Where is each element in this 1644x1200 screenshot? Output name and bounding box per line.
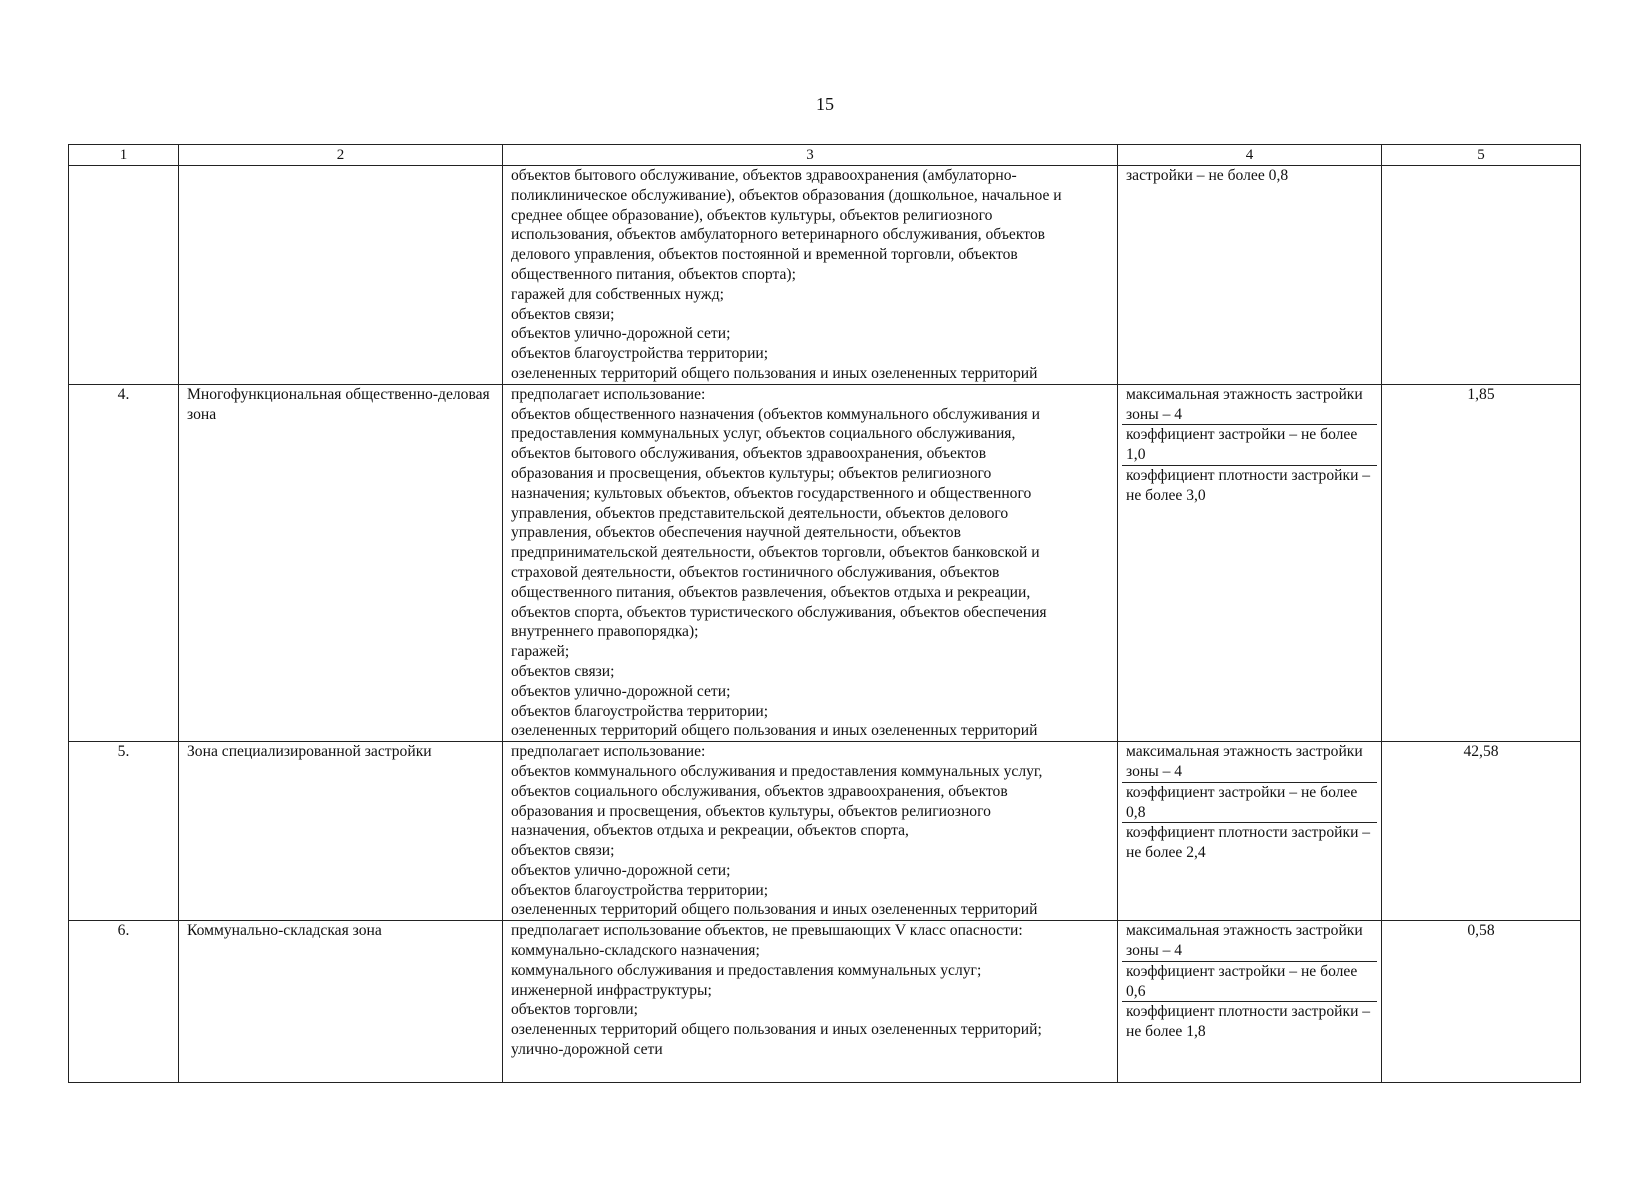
usage-line: предоставления коммунальных услуг, объектов социального обслуживания, (511, 425, 1016, 443)
usage-line: общественного питания, объектов развлечения, объектов отдыха и рекреации, (511, 583, 1031, 601)
parameter-item: коэффициент плотности застройки – не более 1,8 (1126, 1003, 1371, 1041)
parameter-item: коэффициент плотности застройки – не более 3,0 (1126, 466, 1371, 504)
usage-cell (503, 742, 1118, 921)
parameters-cell (1118, 742, 1382, 921)
table-row (69, 742, 1581, 921)
parameter-item: максимальная этажность застройки зоны – 4 (1122, 921, 1377, 962)
zone-name-cell: Многофункциональная общественно-деловая зона (179, 384, 503, 741)
usage-line: озелененных территорий общего пользования и иных озелененных территорий (511, 722, 1038, 740)
usage-line: среднее общее образование), объектов культуры, объектов религиозного (511, 206, 993, 224)
usage-line: объектов общественного назначения (объектов коммунального обслуживания и (511, 405, 1040, 423)
usage-line: озелененных территорий общего пользования и иных озелененных территорий; (511, 1021, 1042, 1039)
row-number-cell (69, 166, 179, 385)
usage-line: объектов связи; (511, 842, 615, 860)
usage-line: страховой деятельности, объектов гостиничного обслуживания, объектов (511, 563, 1000, 581)
area-cell: 0,58 (1382, 921, 1581, 1083)
zone-name-cell: Коммунально-складская зона (179, 921, 503, 1083)
usage-line: предполагает использование объектов, не превышающих V класс опасности: (511, 922, 1023, 940)
usage-line: управления, объектов представительской деятельности, объектов делового (511, 504, 1009, 522)
table-row (69, 384, 1581, 741)
table-row (69, 921, 1581, 1083)
usage-line: объектов благоустройства территории; (511, 702, 769, 720)
parameter-item: коэффициент застройки – не более 1,0 (1122, 425, 1377, 466)
usage-line: объектов торговли; (511, 1001, 638, 1019)
usage-line: объектов улично-дорожной сети; (511, 325, 731, 343)
usage-line: объектов бытового обслуживание, объектов здравоохранения (амбулаторно- (511, 167, 1017, 184)
parameters-cell (1118, 166, 1382, 385)
zone-name-cell (179, 166, 503, 385)
table-header-row (69, 145, 1581, 166)
usage-line: образования и просвещения, объектов культуры; объектов религиозного (511, 464, 992, 482)
usage-line: объектов благоустройства территории; (511, 881, 769, 899)
usage-line: инженерной инфраструктуры; (511, 981, 712, 999)
table-row (69, 166, 1581, 385)
usage-line: объектов улично-дорожной сети; (511, 861, 731, 879)
usage-line: поликлиническое обслуживание), объектов образования (дошкольное, начальное и (511, 186, 1062, 204)
usage-line: объектов связи; (511, 662, 615, 680)
usage-line: предпринимательской деятельности, объектов торговли, объектов банковской и (511, 544, 1040, 562)
usage-cell (503, 921, 1118, 1083)
parameter-item: коэффициент плотности застройки – не более 2,4 (1126, 824, 1371, 862)
usage-line: объектов бытового обслуживания, объектов здравоохранения, объектов (511, 445, 987, 463)
usage-line: коммунально-складского назначения; (511, 942, 760, 960)
area-cell: 42,58 (1382, 742, 1581, 921)
column-number-1: 1 (69, 145, 179, 166)
usage-line: объектов благоустройства территории; (511, 345, 769, 363)
usage-line: улично-дорожной сети (511, 1041, 663, 1059)
row-number-cell: 6. (69, 921, 179, 1083)
column-number-5: 5 (1382, 145, 1581, 166)
usage-line: делового управления, объектов постоянной и временной торговли, объектов (511, 246, 1018, 264)
usage-line: объектов социального обслуживания, объектов здравоохранения, объектов (511, 782, 1008, 800)
column-number-3: 3 (503, 145, 1118, 166)
usage-line: озелененных территорий общего пользования и иных озелененных территорий (511, 901, 1038, 919)
usage-line: гаражей; (511, 643, 570, 661)
parameter-item: максимальная этажность застройки зоны – 4 (1122, 385, 1377, 426)
parameter-item: коэффициент застройки – не более 0,6 (1122, 962, 1377, 1003)
parameter-item: коэффициент застройки – не более 0,8 (1122, 783, 1377, 824)
parameter-item: максимальная этажность застройки зоны – 4 (1122, 742, 1377, 783)
usage-line: предполагает использование: (511, 743, 706, 761)
usage-cell (503, 384, 1118, 741)
parameters-cell (1118, 921, 1382, 1083)
parameter-item: застройки – не более 0,8 (1126, 167, 1289, 184)
table-body (69, 166, 1581, 1083)
usage-line: образования и просвещения, объектов культуры, объектов религиозного (511, 802, 991, 820)
usage-line: назначения; культовых объектов, объектов государственного и общественного (511, 484, 1032, 502)
usage-line: объектов улично-дорожной сети; (511, 682, 731, 700)
usage-line: гаражей для собственных нужд; (511, 285, 724, 303)
column-number-2: 2 (179, 145, 503, 166)
usage-line: коммунального обслуживания и предоставления коммунальных услуг; (511, 961, 982, 979)
usage-line: озелененных территорий общего пользования и иных озелененных территорий (511, 364, 1038, 382)
usage-line: внутреннего правопорядка); (511, 623, 699, 641)
usage-line: предполагает использование: (511, 385, 706, 403)
parameters-cell (1118, 384, 1382, 741)
usage-line: использования, объектов амбулаторного ветеринарного обслуживания, объектов (511, 226, 1045, 244)
zone-name-cell: Зона специализированной застройки (179, 742, 503, 921)
usage-line: объектов связи; (511, 305, 615, 323)
row-number-cell: 4. (69, 384, 179, 741)
usage-line: объектов спорта, объектов туристического обслуживания, объектов обеспечения (511, 603, 1047, 621)
usage-line: общественного питания, объектов спорта); (511, 265, 796, 283)
row-number-cell: 5. (69, 742, 179, 921)
usage-line: объектов коммунального обслуживания и предоставления коммунальных услуг, (511, 762, 1043, 780)
page-number: 15 (816, 94, 834, 114)
column-number-4: 4 (1118, 145, 1382, 166)
usage-cell (503, 166, 1118, 385)
area-cell: 1,85 (1382, 384, 1581, 741)
usage-line: назначения, объектов отдыха и рекреации, объектов спорта, (511, 822, 909, 840)
area-cell (1382, 166, 1581, 385)
usage-line: управления, объектов обеспечения научной деятельности, объектов (511, 524, 961, 542)
zoning-table (68, 144, 1581, 1083)
